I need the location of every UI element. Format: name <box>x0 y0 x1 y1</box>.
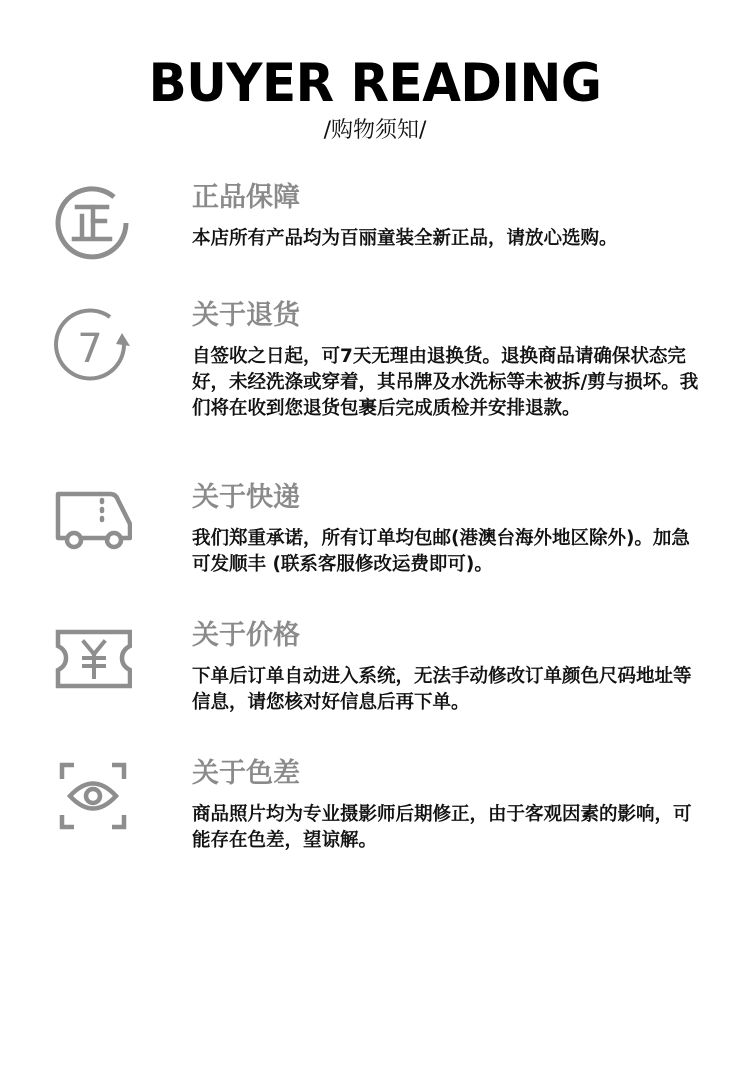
section-body: 自签收之日起，可7天无理由退换货。退换商品请确保状态完好，未经洗涤或穿着，其吊牌及水洗标等未被拆/剪与损坏。我们将在收到您退货包裹后完成质检并安排退款。 <box>192 346 699 419</box>
page-subtitle: /购物须知/ <box>323 118 427 143</box>
section-body: 下单后订单自动进入系统，无法手动修改订单颜色尺码地址等信息，请您核对好信息后再下单。 <box>192 666 692 713</box>
page-header <box>0 52 750 146</box>
section-body: 我们郑重承诺，所有订单均包邮(港澳台海外地区除外)。加急可发顺丰 (联系客服修改运费即可)。 <box>192 528 690 575</box>
section-title: 关于快递 <box>192 482 300 513</box>
svg-text:7: 7 <box>77 326 103 372</box>
delivery-truck-icon <box>52 484 132 564</box>
section-title: 正品保障 <box>192 182 300 213</box>
section-body: 本店所有产品均为百丽童装全新正品，请放心选购。 <box>192 228 618 249</box>
eye-frame-icon <box>52 759 132 839</box>
section-body: 商品照片均为专业摄影师后期修正，由于客观因素的影响，可能存在色差，望谅解。 <box>192 804 692 851</box>
genuine-zheng-circle-icon <box>52 183 132 263</box>
section-title: 关于退货 <box>192 300 300 331</box>
yuan-ticket-icon <box>52 620 132 700</box>
section-title: 关于价格 <box>192 620 300 651</box>
page-title: BUYER READING <box>148 52 602 114</box>
seven-day-return-icon <box>52 306 132 386</box>
section-title: 关于色差 <box>192 758 300 789</box>
